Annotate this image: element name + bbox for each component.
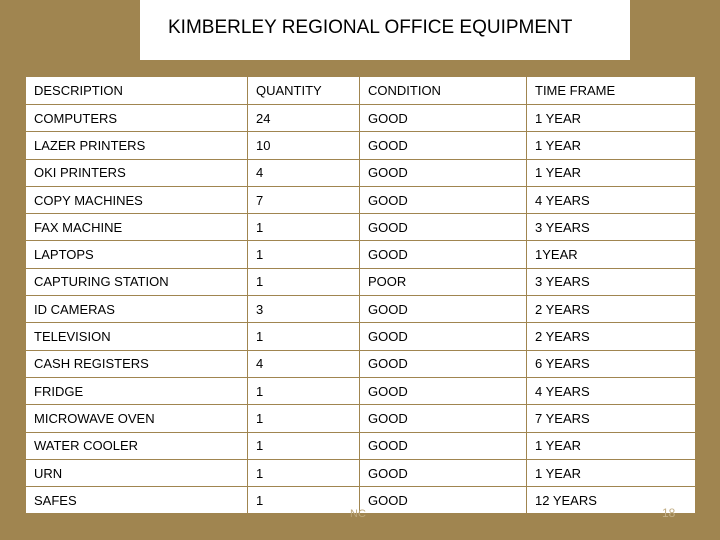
cell-time-frame: 2 YEARS bbox=[527, 323, 696, 350]
cell-condition: GOOD bbox=[360, 241, 527, 268]
table-row bbox=[26, 405, 696, 432]
cell-quantity: 1 bbox=[248, 377, 360, 404]
cell-quantity: 4 bbox=[248, 159, 360, 186]
table-row bbox=[26, 432, 696, 459]
header-time-frame: TIME FRAME bbox=[527, 77, 696, 105]
page-number: 18 bbox=[662, 506, 676, 520]
cell-description: TELEVISION bbox=[26, 323, 248, 350]
cell-description: COPY MACHINES bbox=[26, 186, 248, 213]
table-row bbox=[26, 159, 696, 186]
cell-quantity: 4 bbox=[248, 350, 360, 377]
cell-condition: GOOD bbox=[360, 487, 527, 514]
table-row bbox=[26, 186, 696, 213]
header-condition: CONDITION bbox=[360, 77, 527, 105]
cell-condition: GOOD bbox=[360, 159, 527, 186]
table-row bbox=[26, 377, 696, 404]
table-row bbox=[26, 105, 696, 132]
cell-time-frame: 1 YEAR bbox=[527, 132, 696, 159]
table-row bbox=[26, 350, 696, 377]
cell-description: ID CAMERAS bbox=[26, 296, 248, 323]
cell-quantity: 1 bbox=[248, 459, 360, 486]
cell-condition: GOOD bbox=[360, 459, 527, 486]
cell-condition: GOOD bbox=[360, 105, 527, 132]
table-row bbox=[26, 268, 696, 295]
cell-condition: GOOD bbox=[360, 377, 527, 404]
table-header-row bbox=[26, 77, 696, 105]
cell-time-frame: 1 YEAR bbox=[527, 459, 696, 486]
cell-time-frame: 1YEAR bbox=[527, 241, 696, 268]
cell-condition: GOOD bbox=[360, 323, 527, 350]
header-description: DESCRIPTION bbox=[26, 77, 248, 105]
cell-description: WATER COOLER bbox=[26, 432, 248, 459]
cell-condition: GOOD bbox=[360, 214, 527, 241]
table-row bbox=[26, 296, 696, 323]
cell-time-frame: 3 YEARS bbox=[527, 268, 696, 295]
cell-quantity: 3 bbox=[248, 296, 360, 323]
table-row bbox=[26, 214, 696, 241]
cell-time-frame: 3 YEARS bbox=[527, 214, 696, 241]
cell-quantity: 1 bbox=[248, 323, 360, 350]
cell-description: FAX MACHINE bbox=[26, 214, 248, 241]
cell-condition: GOOD bbox=[360, 296, 527, 323]
cell-time-frame: 1 YEAR bbox=[527, 432, 696, 459]
cell-time-frame: 1 YEAR bbox=[527, 105, 696, 132]
cell-condition: GOOD bbox=[360, 186, 527, 213]
cell-quantity: 1 bbox=[248, 487, 360, 514]
table-row bbox=[26, 241, 696, 268]
cell-quantity: 7 bbox=[248, 186, 360, 213]
cell-quantity: 1 bbox=[248, 432, 360, 459]
table-row bbox=[26, 459, 696, 486]
cell-condition: GOOD bbox=[360, 132, 527, 159]
cell-description: LAZER PRINTERS bbox=[26, 132, 248, 159]
cell-time-frame: 4 YEARS bbox=[527, 186, 696, 213]
cell-quantity: 24 bbox=[248, 105, 360, 132]
header-quantity: QUANTITY bbox=[248, 77, 360, 105]
table-row bbox=[26, 323, 696, 350]
cell-condition: GOOD bbox=[360, 350, 527, 377]
cell-condition: POOR bbox=[360, 268, 527, 295]
cell-description: OKI PRINTERS bbox=[26, 159, 248, 186]
cell-quantity: 10 bbox=[248, 132, 360, 159]
cell-description: URN bbox=[26, 459, 248, 486]
cell-description: CASH REGISTERS bbox=[26, 350, 248, 377]
cell-quantity: 1 bbox=[248, 405, 360, 432]
equipment-table bbox=[25, 76, 696, 514]
table-row bbox=[26, 132, 696, 159]
cell-description: CAPTURING STATION bbox=[26, 268, 248, 295]
cell-description: SAFES bbox=[26, 487, 248, 514]
cell-condition: GOOD bbox=[360, 405, 527, 432]
cell-quantity: 1 bbox=[248, 214, 360, 241]
cell-time-frame: 4 YEARS bbox=[527, 377, 696, 404]
cell-description: FRIDGE bbox=[26, 377, 248, 404]
cell-time-frame: 2 YEARS bbox=[527, 296, 696, 323]
cell-description: LAPTOPS bbox=[26, 241, 248, 268]
table-body bbox=[26, 77, 696, 514]
cell-description: COMPUTERS bbox=[26, 105, 248, 132]
cell-description: MICROWAVE OVEN bbox=[26, 405, 248, 432]
cell-time-frame: 6 YEARS bbox=[527, 350, 696, 377]
footer-initials: NC bbox=[350, 508, 366, 520]
cell-time-frame: 1 YEAR bbox=[527, 159, 696, 186]
cell-time-frame: 7 YEARS bbox=[527, 405, 696, 432]
cell-condition: GOOD bbox=[360, 432, 527, 459]
cell-quantity: 1 bbox=[248, 241, 360, 268]
cell-time-frame: 12 YEARS bbox=[527, 487, 696, 514]
page-title: KIMBERLEY REGIONAL OFFICE EQUIPMENT bbox=[168, 17, 573, 38]
cell-quantity: 1 bbox=[248, 268, 360, 295]
